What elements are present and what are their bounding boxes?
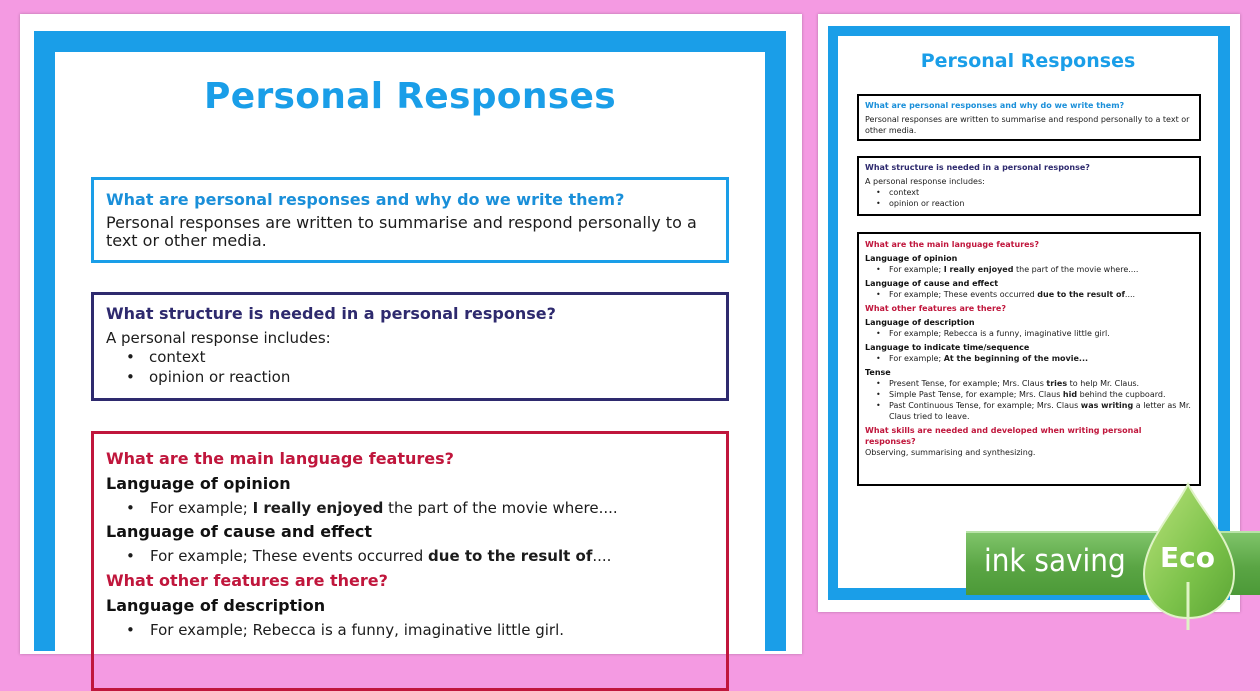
list-item: • context bbox=[865, 187, 1193, 198]
list-item bbox=[865, 400, 1193, 422]
time-heading: Language to indicate time/sequence bbox=[865, 343, 1030, 352]
other-features-question: What other features are there? bbox=[106, 571, 388, 590]
preview-structure-section bbox=[857, 156, 1201, 216]
example-text: Present Tense, for example; Mrs. Claus bbox=[889, 379, 1047, 388]
description-heading: Language of description bbox=[865, 318, 975, 327]
preview-title: Personal Responses bbox=[920, 50, 1136, 72]
example-text: .... bbox=[1124, 290, 1136, 299]
features-question: What are the main language features? bbox=[106, 449, 454, 468]
preview-language-section bbox=[857, 232, 1201, 486]
opinion-list bbox=[106, 496, 714, 520]
example-bold: tries bbox=[1046, 379, 1068, 388]
purpose-question: What are personal responses and why do we write them? bbox=[106, 190, 625, 209]
list-item: • context bbox=[106, 347, 714, 367]
example-text: a letter as Mr. Claus tried to leave. bbox=[889, 401, 1191, 421]
example-text: Simple Past Tense, for example; Mrs. Claus bbox=[889, 390, 1063, 399]
example-text: For example; bbox=[150, 499, 253, 517]
example-bold: due to the result of bbox=[428, 547, 593, 565]
features-question: What are the main language features? bbox=[865, 240, 1039, 249]
cause-heading: Language of cause and effect bbox=[106, 522, 373, 541]
structure-intro: A personal response includes: bbox=[106, 329, 331, 347]
example-text: For example; These events occurred bbox=[150, 547, 429, 565]
purpose-section bbox=[91, 177, 729, 263]
example-text: the part of the movie where.... bbox=[1013, 265, 1139, 274]
example-bold: I really enjoyed bbox=[943, 265, 1014, 274]
example-text: For example; bbox=[889, 265, 944, 274]
example-text: the part of the movie where.... bbox=[383, 499, 618, 517]
poster-large-page bbox=[55, 52, 765, 652]
list-item bbox=[106, 496, 714, 520]
list-item bbox=[865, 378, 1193, 389]
description-list bbox=[106, 618, 714, 642]
structure-list bbox=[106, 347, 714, 387]
skills-answer: Observing, summarising and synthesizing. bbox=[865, 448, 1036, 457]
list-item: • opinion or reaction bbox=[106, 367, 714, 387]
preview-purpose-section bbox=[857, 94, 1201, 141]
poster-large bbox=[20, 14, 802, 654]
time-list bbox=[865, 353, 1193, 364]
skills-question: What skills are needed and developed when writing personal responses? bbox=[865, 426, 1142, 446]
example-text: Past Continuous Tense, for example; Mrs. Claus bbox=[889, 401, 1081, 410]
list-item bbox=[865, 289, 1193, 300]
list-item bbox=[865, 389, 1193, 400]
example-text: to help Mr. Claus. bbox=[1067, 379, 1140, 388]
structure-question: What structure is needed in a personal response? bbox=[865, 163, 1090, 172]
structure-list bbox=[865, 187, 1193, 209]
list-item bbox=[865, 264, 1193, 275]
example-text: For example; These events occurred bbox=[889, 290, 1038, 299]
example-bold: due to the result of bbox=[1037, 290, 1125, 299]
example-text: .... bbox=[592, 547, 612, 565]
cause-list bbox=[865, 289, 1193, 300]
description-heading: Language of description bbox=[106, 596, 326, 615]
structure-question: What structure is needed in a personal response? bbox=[106, 304, 556, 323]
structure-section bbox=[91, 292, 729, 401]
cause-list bbox=[106, 544, 714, 568]
example-text: For example; bbox=[889, 354, 944, 363]
list-item: • For example; Rebecca is a funny, imaginative little girl. bbox=[106, 618, 714, 642]
tense-heading: Tense bbox=[865, 368, 891, 377]
opinion-heading: Language of opinion bbox=[865, 254, 958, 263]
example-text: behind the cupboard. bbox=[1077, 390, 1166, 399]
list-item: • For example; Rebecca is a funny, imaginative little girl. bbox=[865, 328, 1193, 339]
list-item bbox=[865, 353, 1193, 364]
other-features-question: What other features are there? bbox=[865, 304, 1006, 313]
eco-label: Eco bbox=[1160, 541, 1215, 574]
opinion-heading: Language of opinion bbox=[106, 474, 291, 493]
opinion-list bbox=[865, 264, 1193, 275]
example-bold: I really enjoyed bbox=[252, 499, 384, 517]
list-item bbox=[106, 544, 714, 568]
page-title: Personal Responses bbox=[204, 76, 616, 117]
tense-list bbox=[865, 378, 1193, 422]
example-bold: At the beginning of the movie... bbox=[943, 354, 1089, 363]
poster-large-frame bbox=[34, 31, 786, 651]
structure-intro: A personal response includes: bbox=[865, 177, 985, 186]
ink-saving-text: ink saving bbox=[984, 543, 1126, 579]
purpose-answer: Personal responses are written to summarise and respond personally to a text or other media. bbox=[106, 213, 697, 250]
list-item: • opinion or reaction bbox=[865, 198, 1193, 209]
cause-heading: Language of cause and effect bbox=[865, 279, 999, 288]
description-list bbox=[865, 328, 1193, 339]
example-bold: was writing bbox=[1080, 401, 1134, 410]
example-bold: hid bbox=[1062, 390, 1078, 399]
language-features-section bbox=[91, 431, 729, 691]
purpose-answer: Personal responses are written to summarise and respond personally to a text or other media. bbox=[865, 115, 1190, 135]
purpose-question: What are personal responses and why do we write them? bbox=[865, 101, 1125, 110]
